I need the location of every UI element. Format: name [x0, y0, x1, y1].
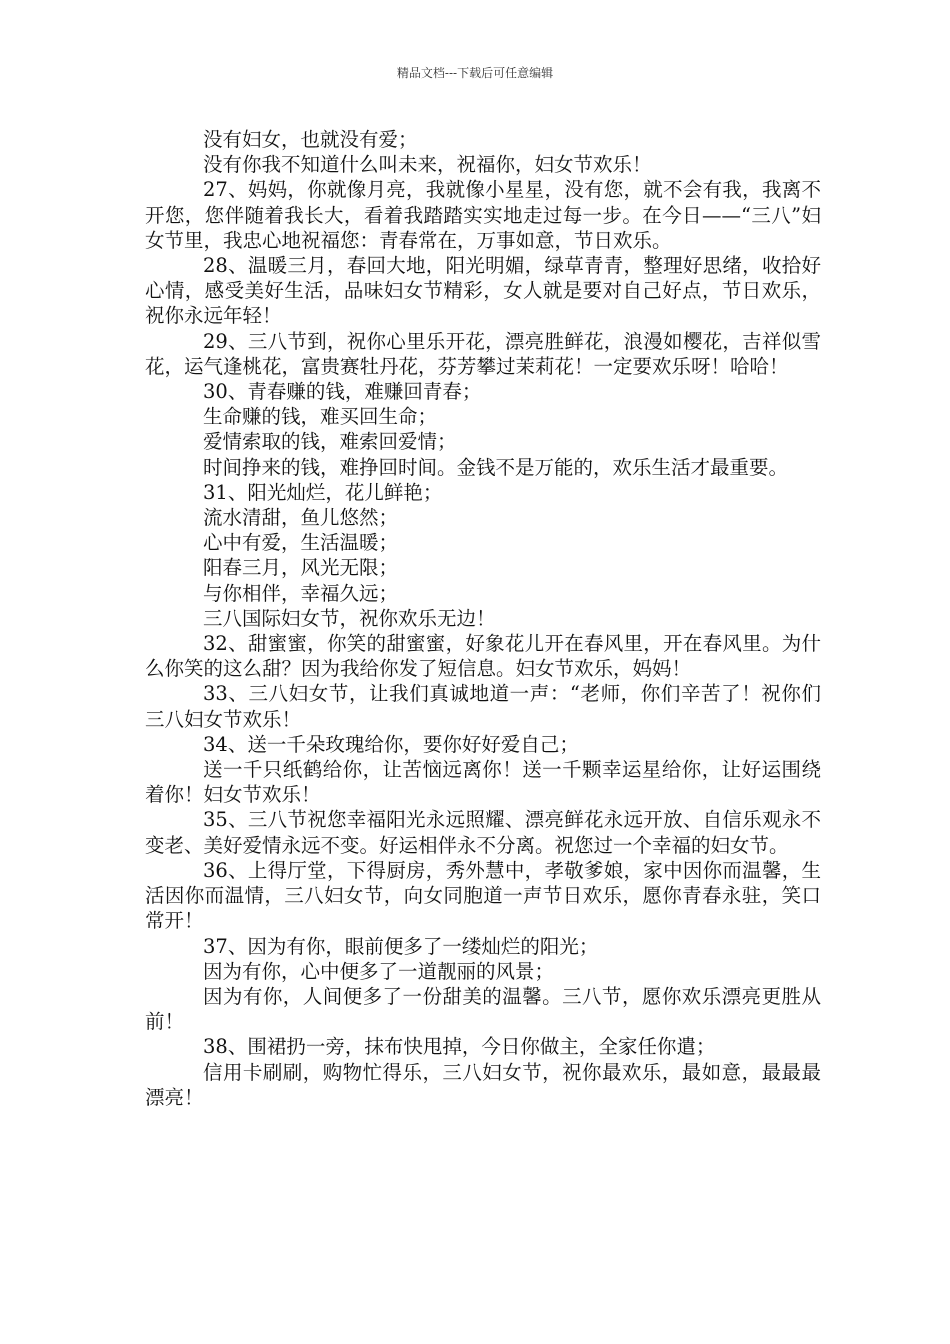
paragraph: 37、因为有你，眼前便多了一缕灿烂的阳光； — [203, 934, 599, 958]
paragraph: 时间挣来的钱，难挣回时间。金钱不是万能的，欢乐生活才最重要。 — [203, 455, 789, 479]
paragraph: 心中有爱，生活温暖； — [203, 531, 399, 555]
paragraph: 阳春三月，风光无限； — [203, 556, 399, 580]
paragraph: 爱情索取的钱，难索回爱情； — [203, 430, 457, 454]
paragraph: 因为有你，人间便多了一份甜美的温馨。三八节，愿你欢乐漂亮更胜从前！ — [145, 984, 821, 1034]
paragraph: 33、三八妇女节，让我们真诚地道一声：“老师，你们辛苦了！祝你们三八妇女节欢乐！ — [145, 682, 821, 731]
paragraph: 因为有你，心中便多了一道靓丽的风景； — [203, 959, 555, 983]
paragraph: 三八国际妇女节，祝你欢乐无边！ — [203, 606, 496, 630]
paragraph: 生命赚的钱，难买回生命； — [203, 405, 438, 429]
paragraph: 与你相伴，幸福久远； — [203, 581, 399, 605]
paragraph: 27、妈妈，你就像月亮，我就像小星星，没有您，就不会有我，我离不开您，您伴随着我长大，看着我踏踏实实地走过每一步。在今日——“三八”妇女节里，我忠心地祝福您：青春常在，万事如意，节日欢乐。 — [145, 178, 821, 252]
paragraph: 没有妇女，也就没有爱； — [203, 128, 418, 151]
paragraph: 36、上得厅堂，下得厨房，秀外慧中，孝敬爹娘，家中因你而温馨，生活因你而温情，三八妇女节，向女同胞道一声节日欢乐，愿你青春永驻，笑口常开！ — [145, 858, 821, 933]
paragraph: 流水清甜，鱼儿悠然； — [203, 506, 399, 530]
paragraph: 没有你我不知道什么叫未来，祝福你，妇女节欢乐！ — [203, 153, 652, 177]
paragraph: 29、三八节到，祝你心里乐开花，漂亮胜鲜花，浪漫如樱花，吉祥似雪花，运气逢桃花，富贵赛牡丹花，芬芳攀过茉莉花！一定要欢乐呀！哈哈！ — [145, 329, 821, 378]
paragraph: 34、送一千朵玫瑰给你，要你好好爱自己； — [203, 732, 579, 756]
page-header: 精品文档---下载后可任意编辑 — [396, 66, 554, 80]
paragraph: 38、围裙扔一旁，抹布快甩掉，今日你做主，全家任你遣； — [203, 1035, 716, 1059]
paragraph: 送一千只纸鹤给你，让苦恼远离你！送一千颗幸运星给你，让好运围绕着你！妇女节欢乐！ — [145, 758, 821, 807]
paragraph: 35、三八节祝您幸福阳光永远照耀、漂亮鲜花永远开放、自信乐观永不变老、美好爱情永远不变。好运相伴永不分离。祝您过一个幸福的妇女节。 — [145, 808, 821, 857]
paragraph: 28、温暖三月，春回大地，阳光明媚，绿草青青，整理好思绪，收拾好心情，感受美好生活，品味妇女节精彩，女人就是要对自己好点，节日欢乐，祝你永远年轻！ — [145, 254, 821, 328]
paragraph: 31、阳光灿烂，花儿鲜艳； — [203, 480, 443, 504]
paragraph: 32、甜蜜蜜，你笑的甜蜜蜜，好象花儿开在春风里，开在春风里。为什么你笑的这么甜？因为我给你发了短信息。妇女节欢乐，妈妈！ — [145, 632, 821, 681]
paragraph: 30、青春赚的钱，难赚回青春； — [203, 380, 482, 404]
document-body — [145, 127, 821, 1110]
paragraph: 信用卡刷刷，购物忙得乐，三八妇女节，祝你最欢乐，最如意，最最最漂亮！ — [145, 1060, 821, 1109]
